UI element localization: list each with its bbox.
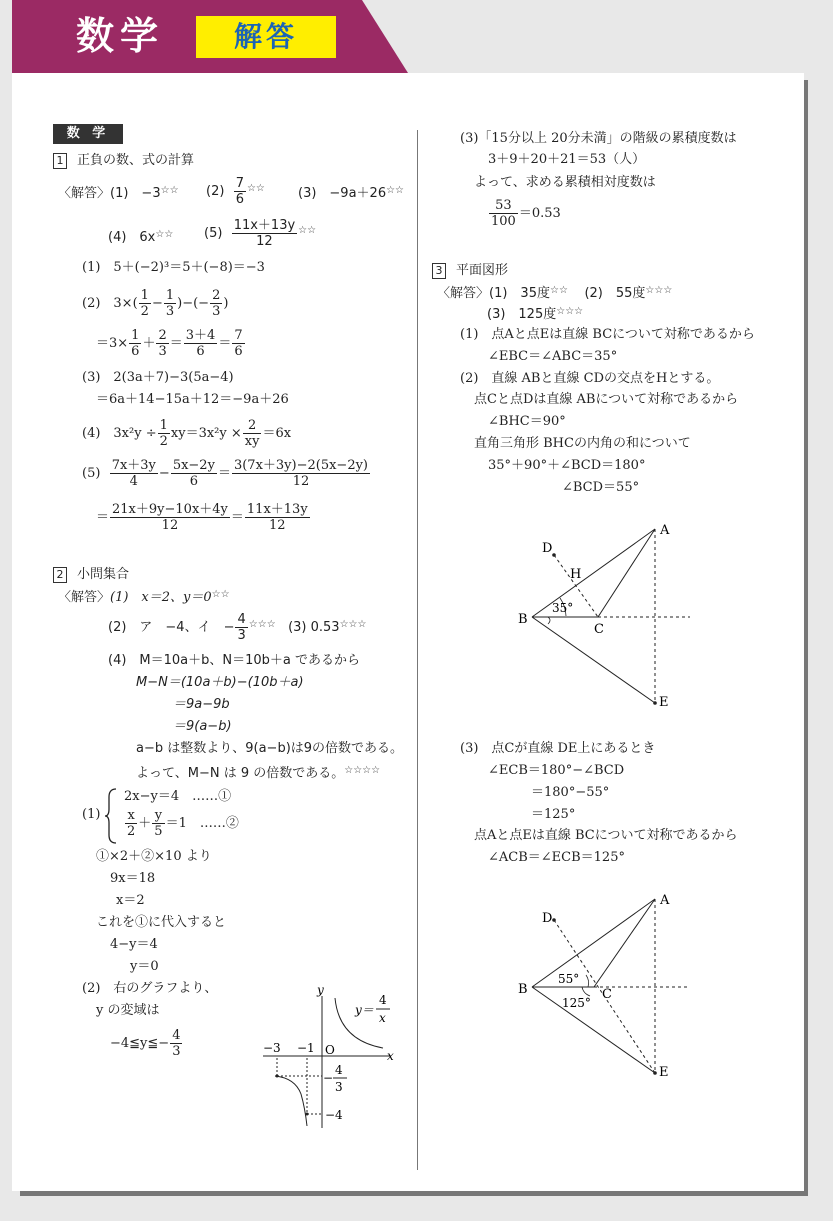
- fig2-label-B: B: [518, 982, 528, 997]
- fig1-label-E: E: [659, 695, 669, 710]
- q3-answer-row-1: 〈解答〉(1) 35度☆☆ (2) 55度☆☆☆: [437, 285, 673, 301]
- q1-solution-2: (2) 3×( $\frac{1}{2}$ − $\frac{1}{3}$ )−(− $\frac{2}{3}$ ): [82, 288, 229, 319]
- q3-s2-line4: 直角三角形 BHCの内角の和について: [474, 436, 691, 451]
- q2-solution-1-line7: 4−y＝4: [110, 937, 158, 952]
- q2-solution-1-line4: 9x＝18: [110, 871, 156, 886]
- q1-solution-1: (1) 5＋(−2)³＝5＋(−8)＝−3: [82, 260, 265, 275]
- graph-xtick-neg3: −3: [263, 1041, 281, 1055]
- fig2-point-D: [552, 918, 556, 922]
- q2-solution-2-line1: (2) 右のグラフより、: [82, 981, 218, 996]
- graph-y-label: y: [317, 983, 324, 997]
- graph-ytick-sign: −: [323, 1071, 334, 1085]
- q3-s3-line3: ＝180°−55°: [531, 785, 610, 800]
- q2-answer-2: (2) ア −4、イ − $\frac{4}{3}$ ☆☆☆ (3) 0.53☆☆☆: [108, 612, 367, 643]
- q3-s3-line5: 点Aと点Eは直線 BCについて対称であるから: [474, 828, 738, 843]
- q1-answer-row-1: 〈解答〉(1) −3☆☆: [58, 185, 179, 201]
- graph-ytick-num: 4: [335, 1063, 343, 1077]
- q2-answer-4-line2: M−N＝(10a＋b)−(10b＋a): [136, 675, 304, 690]
- graph-eq-lead: y＝: [355, 1003, 374, 1017]
- graph-point-1: [276, 1075, 279, 1078]
- q2-answer-4-line4: ＝9(a−b): [173, 719, 232, 734]
- q1-3-line1: (3)「15分以上 20分未満」の階級の累積度数は: [460, 131, 737, 146]
- q2-equation-2: $\frac{x}{2}$ ＋ $\frac{y}{5}$ ＝1 ……②: [127, 808, 239, 839]
- section-label: 数 学: [53, 124, 123, 144]
- graph-origin: O: [325, 1043, 335, 1057]
- q2-answer-4-line1: (4) M＝10a＋b、N＝10b＋a であるから: [108, 653, 361, 668]
- q3-s3-line1: (3) 点Cが直線 DE上にあるとき: [460, 741, 656, 756]
- q3-answer-3: (3) 125度☆☆☆: [487, 306, 584, 322]
- graph-x-label: x: [387, 1049, 394, 1063]
- q2-solution-1-line5: x＝2: [116, 893, 145, 908]
- q2-solution-1-line8: y＝0: [130, 959, 159, 974]
- q1-answer-2: (2) $\frac{7}{6}$ ☆☆: [206, 176, 265, 207]
- fig2-angle-label-1: 55°: [558, 972, 580, 986]
- graph-eq-num: 4: [379, 993, 387, 1007]
- header-title: 数学: [76, 14, 165, 58]
- q2-solution-2-line2: y の変域は: [96, 1003, 160, 1018]
- q1-answer-5: (5) $\frac{11x+13y}{12}$ ☆☆: [204, 218, 317, 249]
- fig1-label-A: A: [660, 523, 670, 538]
- q1-3-result: $\frac{53}{100}$ ＝0.53: [491, 198, 561, 229]
- figure-2: [510, 890, 710, 1085]
- q2-answer-4-line5: a−b は整数より、9(a−b)は9の倍数である。: [136, 741, 404, 756]
- fig1-line-CA: [598, 529, 655, 617]
- inverse-proportion-graph: [255, 980, 415, 1130]
- q1-3-line2: 3＋9＋20＋21＝53（人）: [488, 152, 646, 167]
- fig2-angle-label-2: 125°: [562, 996, 591, 1010]
- q1-solution-5: (5) $\frac{7x+3y}{4}$ − $\frac{5x-2y}{6}$ ＝ $\frac{3(7x+3y)-2(5x-2y)}{12}$: [82, 458, 369, 489]
- q1-answer-3: (3) −9a＋26☆☆: [298, 185, 405, 201]
- q3-s3-line4: ＝125°: [531, 807, 576, 822]
- fig1-point-E: [653, 701, 657, 705]
- q2-answer-1: 〈解答〉(1) x＝2、y＝0☆☆: [58, 589, 230, 605]
- q3-s3-line6: ∠ACB＝∠ECB＝125°: [488, 850, 625, 865]
- q2-solution-1-label: (1): [82, 807, 101, 822]
- q2-equation-1: 2x−y＝4 ……①: [124, 789, 232, 804]
- graph-point-2: [306, 1113, 309, 1116]
- q3-s2-line3: ∠BHC＝90°: [488, 414, 566, 429]
- graph-ytick-den: 3: [335, 1080, 343, 1094]
- fig1-point-D: [552, 553, 556, 557]
- q2-solution-1-line3: ①×2＋②×10 より: [96, 849, 212, 864]
- fig2-angle-arc-2: [582, 987, 590, 996]
- q3-s1-line1: (1) 点Aと点Eは直線 BCについて対称であるから: [460, 327, 755, 342]
- graph-eq-den: x: [379, 1011, 386, 1025]
- fig1-angle-arc-lower: [548, 617, 550, 624]
- q2-solution-2-line3: −4≦y≦− $\frac{4}{3}$: [110, 1028, 181, 1059]
- q2-heading: 2 小問集合: [53, 566, 129, 584]
- system-brace: [104, 787, 118, 845]
- fig1-angle-label: 35°: [552, 601, 574, 615]
- fig1-label-H: H: [570, 567, 582, 582]
- q3-s3-line2: ∠ECB＝180°−∠BCD: [488, 763, 625, 778]
- header-badge: 解答: [196, 16, 336, 58]
- q3-s2-line5: 35°＋90°＋∠BCD＝180°: [488, 458, 646, 473]
- q3-s2-line1: (2) 直線 ABと直線 CDの交点をHとする。: [460, 371, 720, 386]
- q1-solution-3b: ＝6a＋14−15a＋12＝−9a＋26: [96, 392, 289, 407]
- fig2-angle-arc-1: [586, 975, 589, 987]
- graph-xtick-neg1: −1: [297, 1041, 315, 1055]
- graph-curve-q3: [275, 1076, 307, 1126]
- q1-solution-2b: ＝3× $\frac{1}{6}$ ＋ $\frac{2}{3}$ ＝ $\frac{3+4}{6}$ ＝ $\frac{7}{6}$: [96, 328, 243, 359]
- q1-3-line3: よって、求める累積相対度数は: [474, 175, 656, 190]
- figure-1: [510, 520, 710, 715]
- fig2-label-E: E: [659, 1065, 669, 1080]
- q3-s2-line6: ∠BCD＝55°: [562, 480, 640, 495]
- q1-answer-4: (4) 6x☆☆: [108, 229, 174, 245]
- fig2-point-E: [653, 1071, 657, 1075]
- fig2-label-C: C: [602, 987, 612, 1002]
- q3-heading: 3 平面図形: [432, 262, 508, 280]
- graph-ytick-neg4: −4: [325, 1108, 343, 1122]
- q1-solution-5b: ＝ $\frac{21x+9y-10x+4y}{12}$ ＝ $\frac{11x+13y}{12}$: [96, 502, 308, 533]
- q3-s2-line2: 点Cと点Dは直線 ABについて対称であるから: [474, 392, 739, 407]
- column-divider: [417, 130, 418, 1170]
- q2-solution-1-line6: これを①に代入すると: [96, 915, 227, 930]
- fig2-label-A: A: [660, 893, 670, 908]
- q3-s1-line2: ∠EBC＝∠ABC＝35°: [488, 349, 618, 364]
- q2-answer-4-line3: ＝9a−9b: [173, 697, 230, 712]
- fig2-line-BE: [532, 987, 655, 1073]
- fig1-label-D: D: [542, 541, 553, 556]
- q1-heading: 1 正負の数、式の計算: [53, 152, 194, 170]
- fig2-label-D: D: [542, 911, 553, 926]
- fig1-label-C: C: [594, 622, 604, 637]
- q1-solution-3: (3) 2(3a＋7)−3(5a−4): [82, 370, 234, 385]
- fig2-line-CA: [594, 899, 655, 987]
- q2-answer-4-line6: よって、M−N は 9 の倍数である。☆☆☆☆: [136, 765, 381, 781]
- q1-solution-4: (4) 3x²y ÷ $\frac{1}{2}$ xy＝3x²y × $\frac{2}{xy}$ ＝6x: [82, 418, 292, 449]
- fig1-label-B: B: [518, 612, 528, 627]
